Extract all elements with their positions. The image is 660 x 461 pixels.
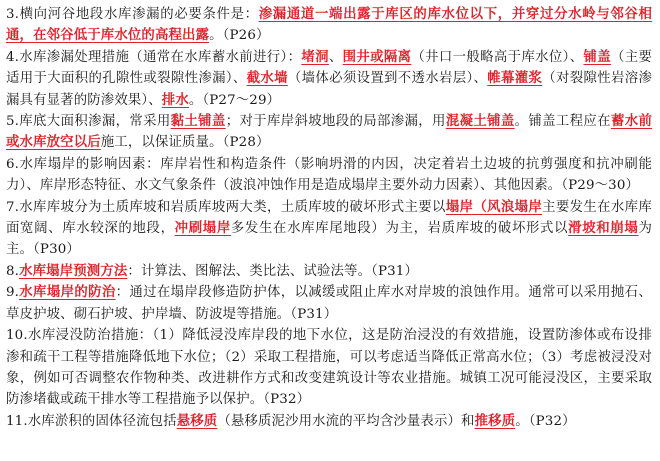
key-term-highlight: 排水 — [161, 91, 189, 108]
key-term-highlight: 推移质 — [474, 412, 516, 429]
key-term-highlight: 截水墙 — [246, 70, 288, 87]
body-text: 9. — [6, 285, 20, 301]
key-term-highlight: 黏土铺盖 — [170, 113, 226, 130]
key-term-highlight: 滑坡和崩塌 — [568, 220, 639, 237]
body-text: 主要发生在水库库面宽阔、库水较深的地段， — [6, 199, 652, 237]
body-text: 。铺盖工程应在 — [514, 114, 611, 130]
body-text: 。（P32） — [515, 413, 576, 429]
paragraph-item-8 — [6, 261, 652, 282]
key-term-highlight: 围井或隔离 — [342, 48, 412, 65]
body-text: 多发生在水库库尾地段）为主，岩质库坡的破坏形式以 — [230, 221, 569, 237]
key-term-highlight: 混凝土铺盖 — [445, 113, 515, 130]
paragraph-item-7 — [6, 197, 652, 261]
body-text: 10.水库浸没防治措施：（1）降低浸没库岸段的地下水位，这是防治浸没的有效措施，设置防渗体或布设排渗和疏干工程等措施降低地下水位；（2）采取工程措施，可以考虑适当降低正常高水位；（3）考虑被浸没对象，例如可否调整农作物种类、改进耕作方式和改变建筑设计等农业措施。城镇工况可能浸没区，主要采取防渗堵截或疏干排水等工程措施予以保护。（P32） — [6, 328, 652, 408]
body-text: 7.水库库坡分为土质库坡和岩质库坡两大类，土质库坡的破坏形式主要以 — [6, 199, 446, 215]
body-text: 6.水库塌岸的影响因素：库岸岩性和构造条件（影响坍滑的内因，决定着岩土边坡的抗剪强度和抗冲刷能力）、库岸形态特征、水文气象条件（波浪冲蚀作用是造成塌岸主要外动力因素）、其他因素。（P29～30） — [6, 156, 652, 194]
body-text: 4.水库渗漏处理措施（通常在水库蓄水前进行）： — [6, 49, 302, 65]
key-term-highlight: 水库塌岸的防治 — [19, 284, 116, 301]
body-text: 为主。（P30） — [6, 221, 652, 258]
body-text: 5.库底大面积渗漏，常采用 — [6, 114, 171, 130]
paragraph-item-9 — [6, 282, 652, 325]
body-text: ：计算法、图解法、类比法、试验法等。（P31） — [127, 263, 419, 279]
body-text: （主要适用于大面积的孔隙性或裂隙性渗漏）、 — [6, 49, 653, 87]
paragraph-item-4 — [6, 47, 652, 111]
body-text: （对裂隙性岩溶渗漏具有显著的防渗效果）、 — [6, 71, 652, 108]
body-text: 、 — [328, 49, 343, 65]
body-text: 11.水库淤积的固体径流包括 — [6, 413, 177, 429]
body-text: 8. — [6, 263, 20, 279]
body-text: （墙体必须设置到不透水岩层）、 — [287, 71, 488, 87]
key-term-highlight: 帷幕灌浆 — [487, 70, 543, 87]
paragraph-item-3 — [6, 4, 652, 47]
paragraph-item-11 — [6, 411, 652, 432]
key-term-highlight: 堵洞 — [301, 48, 329, 65]
key-term-highlight: 塌岸（风浪塌岸 — [445, 198, 543, 215]
key-term-highlight: 悬移质 — [176, 412, 218, 429]
body-text: （悬移质泥沙用水流的平均含沙量表示）和 — [217, 413, 475, 429]
body-text: 施工，以保证质量。（P28） — [100, 135, 270, 151]
paragraph-item-5 — [6, 111, 652, 154]
key-term-highlight: 蓄水前或水库放空以后 — [6, 113, 652, 151]
body-text: 。（P27～29） — [188, 92, 281, 108]
key-term-highlight: 水库塌岸预测方法 — [19, 262, 128, 279]
body-text: 。（P26） — [209, 28, 270, 44]
body-text: ；对于库岸斜坡地段的局部渗漏，用 — [225, 114, 446, 130]
paragraph-item-10 — [6, 325, 652, 411]
body-text: ：通过在塌岸段修造防护体，以减缓或阻止库水对岸坡的浪蚀作用。通常可以采用抛石、草皮护坡、砌石护坡、护岸墙、防波堤等措施。（P31） — [6, 285, 652, 322]
key-term-highlight: 铺盖 — [583, 48, 611, 65]
key-term-highlight: 冲刷塌岸 — [174, 220, 231, 237]
body-text: （井口一般略高于库水位）、 — [411, 49, 584, 65]
body-text: 3.横向河谷地段水库渗漏的必要条件是： — [6, 7, 259, 22]
key-term-highlight: 渗漏通道一端出露于库区的库水位以下，并穿过分水岭与邻谷相通，在邻谷低于库水位的高程出露 — [6, 6, 652, 44]
paragraph-item-6 — [6, 154, 652, 197]
